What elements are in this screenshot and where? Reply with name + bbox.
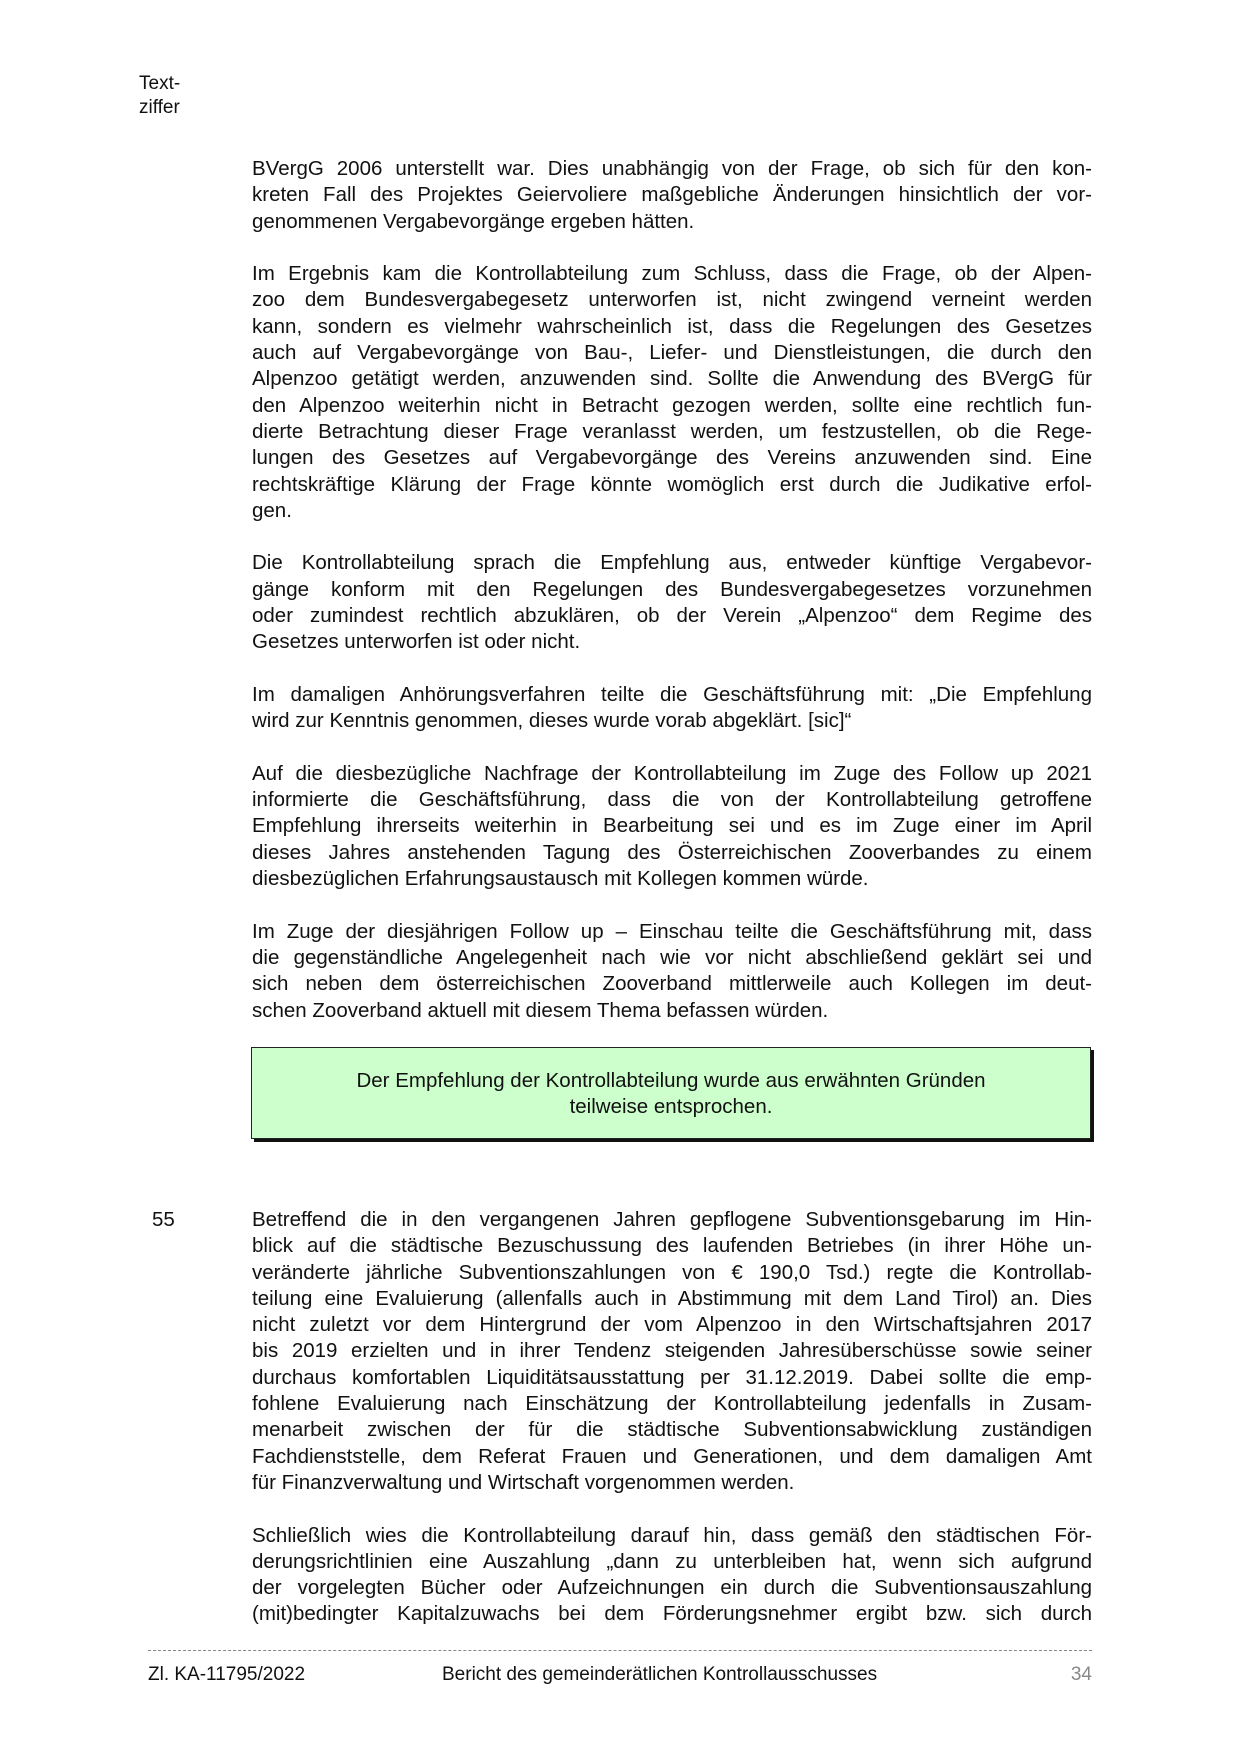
paragraph <box>252 682 1092 735</box>
text-line: durchaus komfortablen Liquiditätsausstattung per 31.12.2019. Dabei sollte die emp- <box>252 1365 1092 1389</box>
text-line: bis 2019 erzielten und in ihrer Tendenz steigenden Jahresüberschüsse sowie seiner <box>252 1339 1092 1363</box>
text-line: zoo dem Bundesvergabegesetz unterworfen ist, nicht zwingend verneint werden <box>252 288 1092 312</box>
paragraph <box>252 1523 1092 1628</box>
text-line: dierte Betrachtung dieser Frage veranlasst werden, um festzustellen, ob die Rege- <box>252 419 1092 443</box>
paragraph <box>252 761 1092 892</box>
text-line: sich neben dem österreichischen Zooverband mittlerweile auch Kollegen im deut- <box>252 972 1092 996</box>
text-line: Schließlich wies die Kontrollabteilung darauf hin, dass gemäß den städtischen För- <box>252 1523 1092 1547</box>
text-line: lungen des Gesetzes auf Vergabevorgänge des Vereins anzuwenden sind. Eine <box>252 446 1092 470</box>
text-line: blick auf die städtische Bezuschussung des laufenden Betriebes (in ihrer Höhe un- <box>252 1234 1092 1258</box>
text-line: dieses Jahres anstehenden Tagung des Österreichischen Zooverbandes zu einem <box>252 840 1092 864</box>
page-number: 34 <box>1070 1664 1092 1685</box>
text-line: kann, sondern es vielmehr wahrscheinlich ist, dass die Regelungen des Gesetzes <box>252 314 1092 338</box>
text-line: den Alpenzoo weiterhin nicht in Betracht gezogen werden, sollte eine rechtlich fun- <box>252 393 1092 417</box>
text-line: Betreffend die in den vergangenen Jahren gepflogene Subventionsgebarung im Hin- <box>252 1208 1092 1231</box>
text-line: Im Ergebnis kam die Kontrollabteilung zum Schluss, dass die Frage, ob der Alpen- <box>252 262 1092 286</box>
footer-reference: Zl. KA-11795/2022 <box>148 1664 306 1685</box>
text-line: rechtskräftige Klärung der Frage könnte womöglich erst durch die Judikative erfol- <box>252 472 1092 496</box>
result-box-line: teilweise entsprochen. <box>569 1095 773 1119</box>
text-line: diesbezüglichen Erfahrungsaustausch mit Kollegen kommen würde. <box>252 867 869 891</box>
text-line: Alpenzoo getätigt werden, anzuwenden sind. Sollte die Anwendung des BVergG für <box>252 367 1092 391</box>
result-box-line: Der Empfehlung der Kontrollabteilung wurde aus erwähnten Gründen <box>356 1069 986 1092</box>
text-line: genommenen Vergabevorgänge ergeben hätten. <box>252 209 695 233</box>
text-line: kreten Fall des Projektes Geiervoliere maßgebliche Änderungen hinsichtlich der vor- <box>252 183 1092 207</box>
text-line: veränderte jährliche Subventionszahlungen von € 190,0 Tsd.) regte die Kontrollab- <box>252 1260 1092 1284</box>
margin-label-line: Text- <box>139 73 181 94</box>
paragraph <box>252 156 1092 235</box>
text-line: wird zur Kenntnis genommen, dieses wurde vorab abgeklärt. [sic]“ <box>252 709 852 733</box>
text-line: gänge konform mit den Regelungen des Bundesvergabegesetzes vorzunehmen <box>252 577 1092 601</box>
text-line: Auf die diesbezügliche Nachfrage der Kontrollabteilung im Zuge des Follow up 2021 <box>252 761 1092 785</box>
text-line: fohlene Evaluierung nach Einschätzung der Kontrollabteilung jedenfalls in Zusam- <box>252 1392 1092 1416</box>
paragraph <box>252 919 1092 1024</box>
text-line: Gesetzes unterworfen ist oder nicht. <box>252 630 581 654</box>
paragraph <box>252 261 1092 524</box>
text-line: menarbeit zwischen der für die städtische Subventionsabwicklung zuständigen <box>252 1418 1092 1442</box>
text-line: die gegenständliche Angelegenheit nach wie vor nicht abschließend geklärt sei und <box>252 945 1092 969</box>
margin-label-textziffer <box>139 72 180 120</box>
footer-divider <box>148 1650 1092 1651</box>
text-line: Im damaligen Anhörungsverfahren teilte die Geschäftsführung mit: „Die Empfehlung <box>252 682 1092 706</box>
text-line: informierte die Geschäftsführung, dass die von der Kontrollabteilung getroffene <box>252 788 1092 812</box>
result-box <box>251 1047 1091 1139</box>
paragraph <box>252 1207 1092 1496</box>
text-line: derungsrichtlinien eine Auszahlung „dann zu unterbleiben hat, wenn sich aufgrund <box>252 1549 1092 1573</box>
margin-label-line: ziffer <box>139 97 180 118</box>
text-line: oder zumindest rechtlich abzuklären, ob der Verein „Alpenzoo“ dem Regime des <box>252 604 1092 628</box>
text-line: Fachdienststelle, dem Referat Frauen und Generationen, und dem damaligen Amt <box>252 1444 1092 1468</box>
text-line: BVergG 2006 unterstellt war. Dies unabhängig von der Frage, ob sich für den kon- <box>252 157 1092 180</box>
text-line: (mit)bedingter Kapitalzuwachs bei dem Förderungsnehmer ergibt bzw. sich durch <box>252 1602 1092 1626</box>
text-line: nicht zuletzt vor dem Hintergrund der vom Alpenzoo in den Wirtschaftsjahren 2017 <box>252 1313 1092 1337</box>
text-line: Die Kontrollabteilung sprach die Empfehlung aus, entweder künftige Vergabevor- <box>252 551 1092 575</box>
paragraph <box>252 550 1092 655</box>
text-line: gen. <box>252 498 292 522</box>
text-line: der vorgelegten Bücher oder Aufzeichnungen ein durch die Subventionsauszahlung <box>252 1576 1092 1600</box>
text-line: Empfehlung ihrerseits weiterhin in Bearbeitung sei und es im Zuge einer im April <box>252 814 1092 838</box>
body-text-section-55 <box>252 1207 1092 1654</box>
body-text-top <box>252 156 1092 1050</box>
text-line: Im Zuge der diesjährigen Follow up – Einschau teilte die Geschäftsführung mit, dass <box>252 919 1092 943</box>
text-line: für Finanzverwaltung und Wirtschaft vorgenommen werden. <box>252 1470 795 1494</box>
section-number: 55 <box>152 1208 175 1231</box>
text-line: auch auf Vergabevorgänge von Bau-, Liefer- und Dienstleistungen, die durch den <box>252 341 1092 365</box>
footer-title: Bericht des gemeinderätlichen Kontrollausschusses <box>442 1664 878 1685</box>
text-line: schen Zooverband aktuell mit diesem Thema befassen würden. <box>252 998 829 1022</box>
text-line: teilung eine Evaluierung (allenfalls auch in Abstimmung mit dem Land Tirol) an. Dies <box>252 1286 1092 1310</box>
